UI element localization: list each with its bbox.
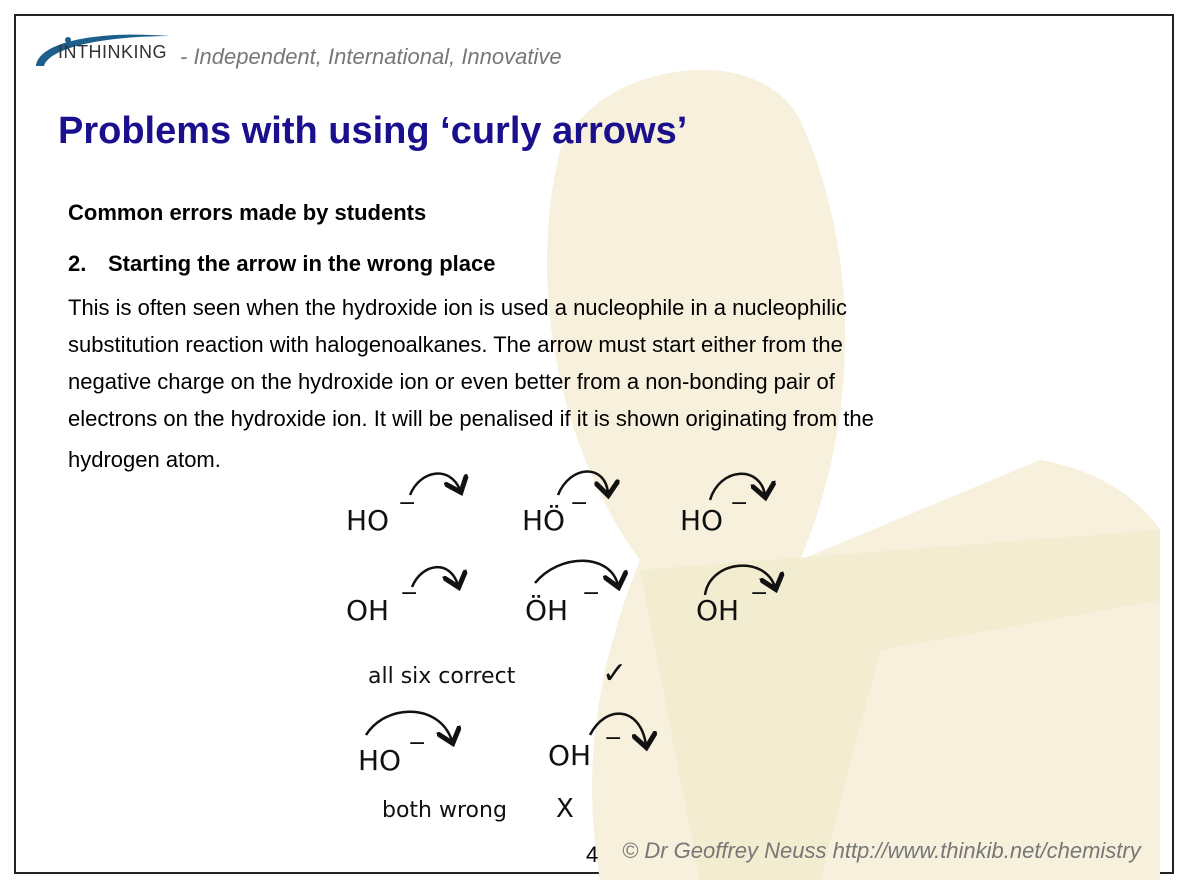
formula-label: OH xyxy=(346,594,390,627)
section-subheading: Common errors made by students xyxy=(68,200,427,225)
slide-title: Problems with using ‘curly arrows’ xyxy=(58,110,688,152)
charge-label: − xyxy=(604,726,623,751)
paragraph-line: negative charge on the hydroxide ion or even better from a non-bonding pair of xyxy=(68,369,835,394)
formula-label: HO xyxy=(358,744,402,777)
curly-arrow xyxy=(410,474,460,495)
paragraph-line: substitution reaction with halogenoalkanes. The arrow must start either from the xyxy=(68,332,843,357)
wrong-caption: both wrong xyxy=(382,798,507,823)
check-icon: ✓ xyxy=(602,656,628,691)
inthinking-logo[interactable] xyxy=(30,30,180,72)
page-number: 4 xyxy=(586,842,599,867)
numbered-heading xyxy=(68,251,496,277)
paragraph-line: hydrogen atom. xyxy=(68,447,221,472)
body-paragraph xyxy=(68,289,1128,478)
formula-label: HO xyxy=(680,504,724,537)
charge-label: − xyxy=(408,731,427,756)
paragraph-line: This is often seen when the hydroxide ion is used a nucleophile in a nucleophilic xyxy=(68,295,848,320)
charge-label: − xyxy=(400,581,419,606)
paragraph-line: electrons on the hydroxide ion. It will be penalised if it is shown originating from the xyxy=(68,406,874,431)
formula-label: OH xyxy=(548,739,592,772)
charge-label: − xyxy=(750,581,769,606)
curly-arrow-sketch xyxy=(320,455,820,835)
charge-label: − xyxy=(730,491,749,516)
item-title: Starting the arrow in the wrong place xyxy=(108,251,496,276)
copyright-notice: © Dr Geoffrey Neuss http://www.thinkib.net/chemistry xyxy=(622,838,1141,863)
item-number: 2. xyxy=(68,251,87,276)
curly-arrow xyxy=(412,567,458,587)
curly-arrow xyxy=(535,561,618,585)
formula-label: OH xyxy=(696,594,740,627)
tagline: - Independent, International, Innovative xyxy=(180,44,562,69)
charge-label: − xyxy=(570,491,589,516)
charge-label: − xyxy=(582,581,601,606)
logo-text: INTHINKING xyxy=(58,42,168,62)
correct-caption: all six correct xyxy=(368,664,516,689)
formula-label: HO xyxy=(346,504,390,537)
charge-label: − xyxy=(398,491,417,516)
cross-icon: X xyxy=(556,794,574,824)
formula-label: ÖH xyxy=(525,594,569,627)
formula-label: HÖ xyxy=(522,504,566,537)
